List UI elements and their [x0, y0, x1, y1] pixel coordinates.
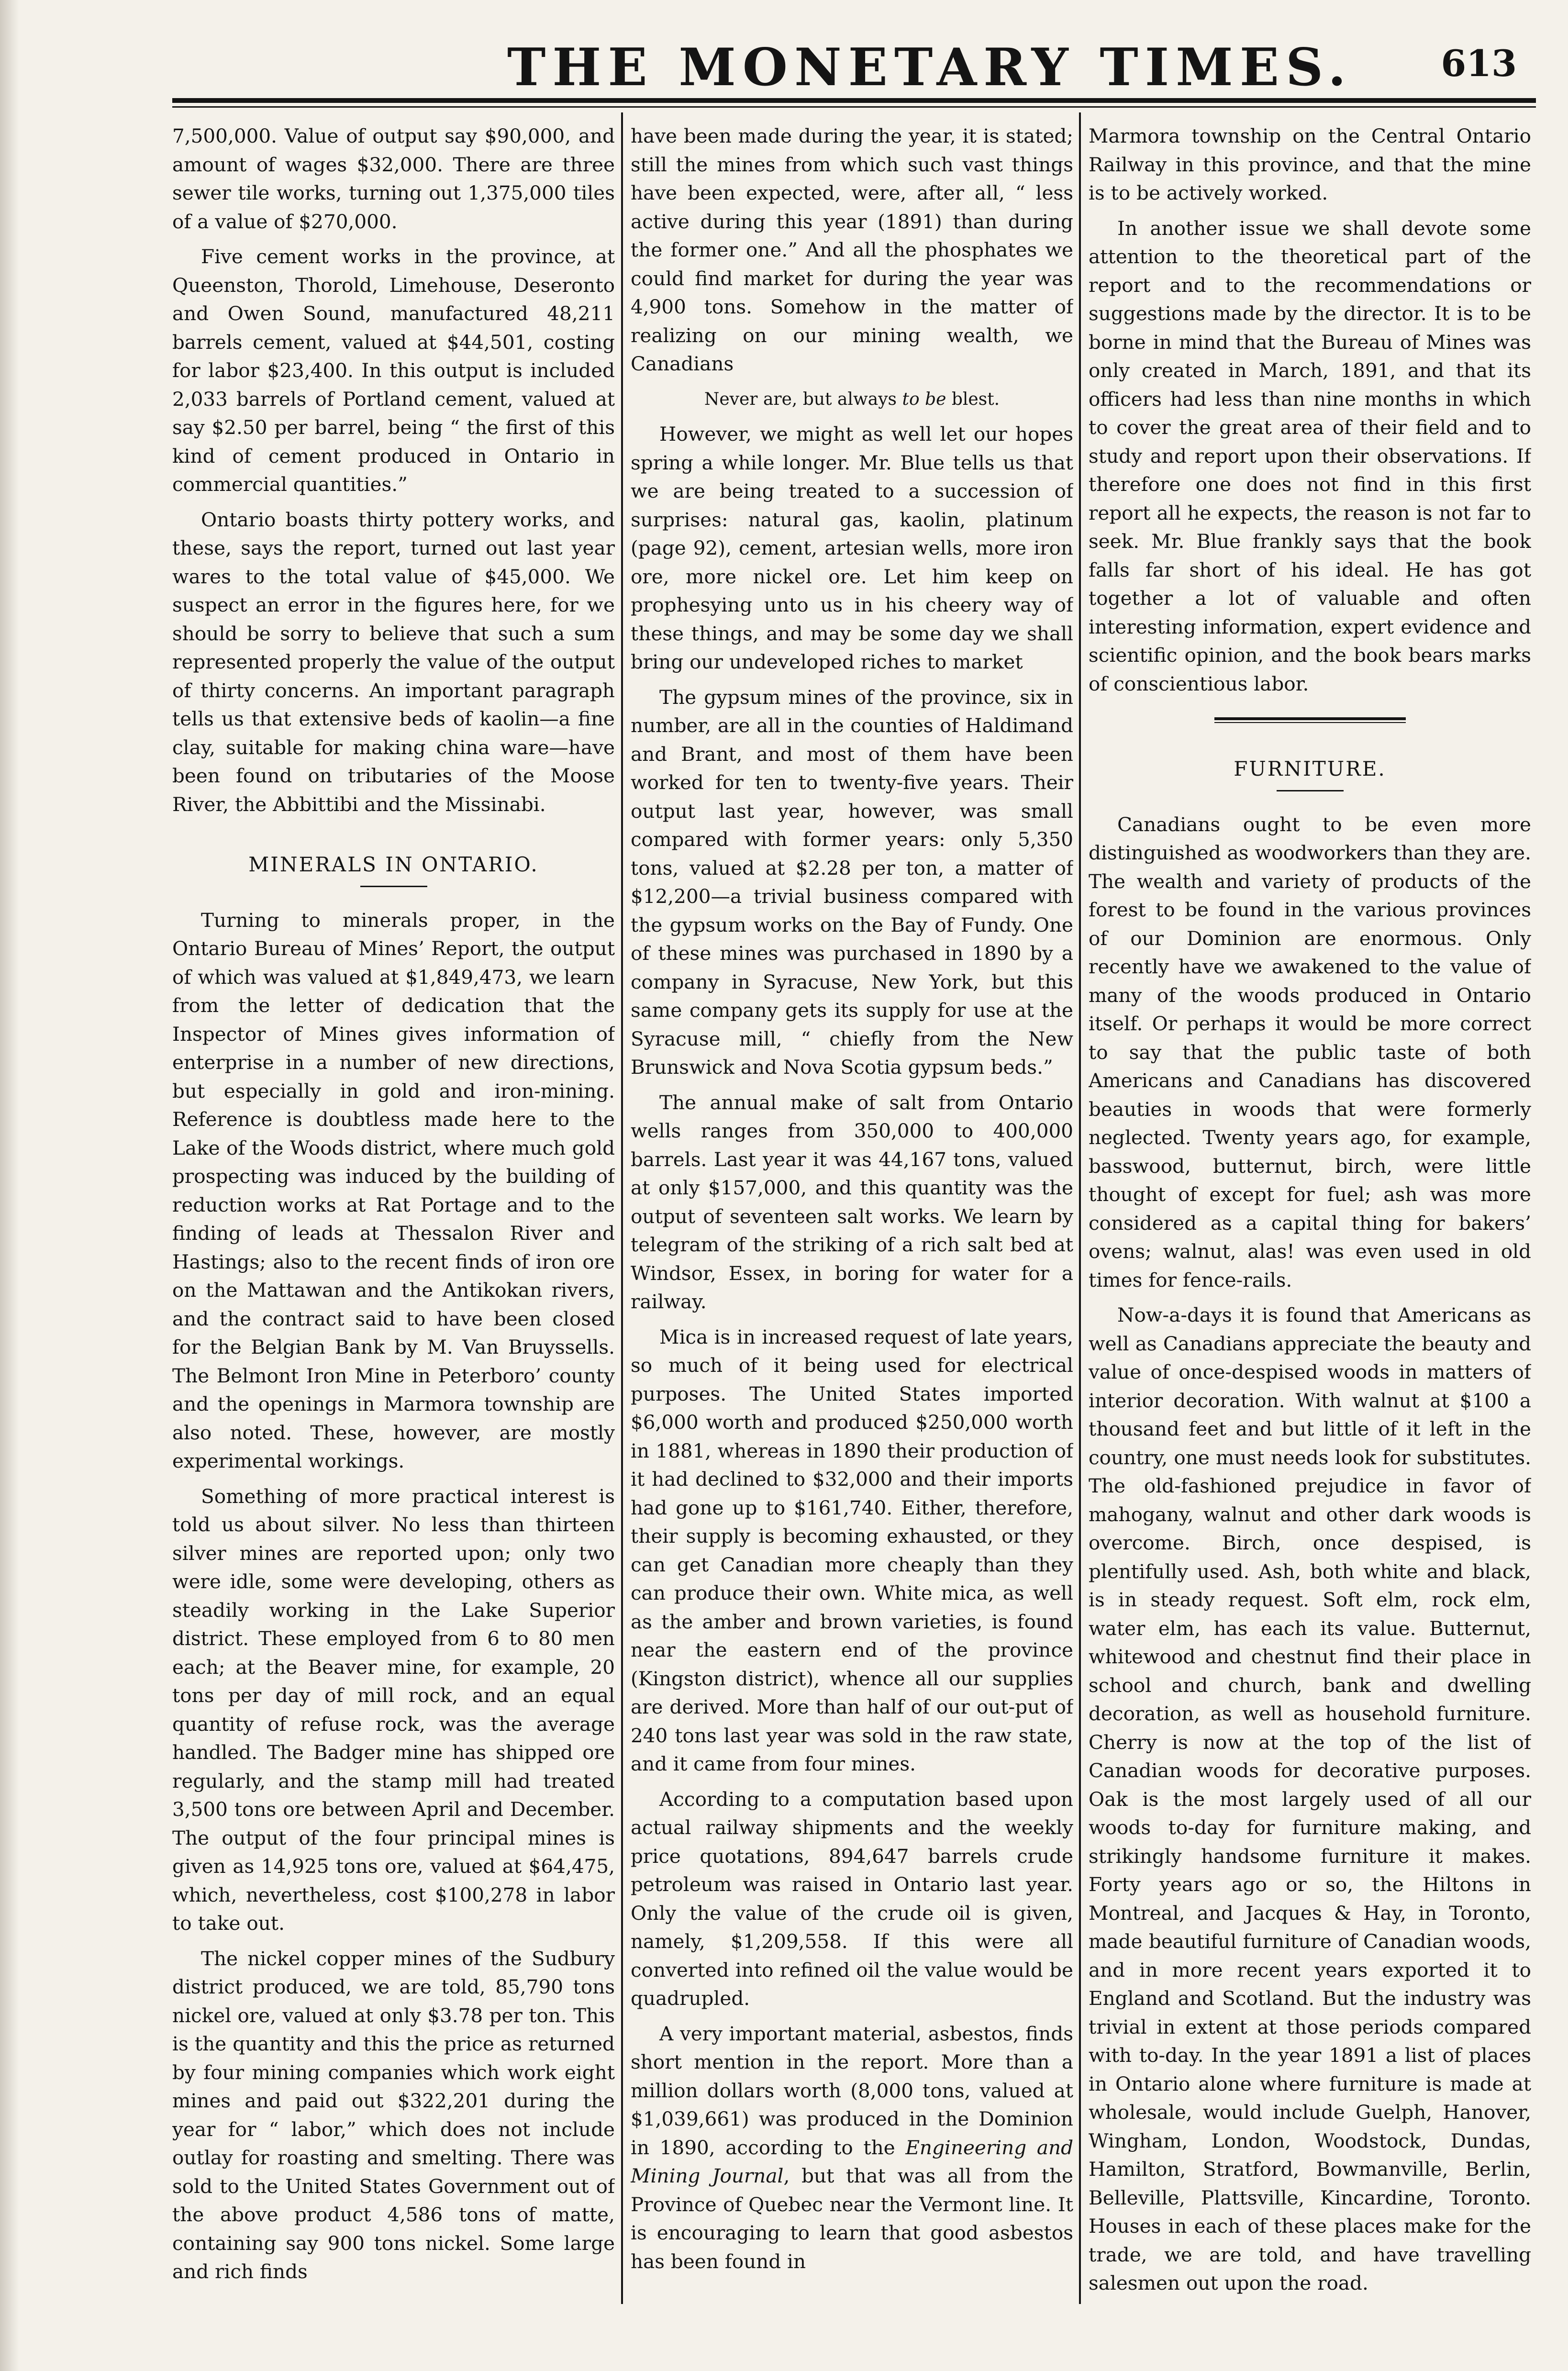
column-1 — [172, 122, 615, 2323]
paragraph: Five cement works in the province, at Queenston, Thorold, Limehouse, Deseronto and Owen Sound, manufactured 48,211 barrels cement, valued at $44,501, costing for labor $23,400. In this output is included 2,033 barrels of Portland cement, valued at say $2.50 per barrel, being “ the first of this kind of cement produced in Ontario in commercial quantities.” — [172, 245, 615, 496]
verse-text: blest. — [946, 389, 1000, 409]
verse-text: Never are, but always — [704, 389, 902, 409]
paragraph: Turning to minerals proper, in the Ontario Bureau of Mines’ Report, the output of which was valued at $1,849,473, we learn from the letter of dedication that the Inspector of Mines gives information of enterprise in a number of new directions, but especially in gold and iron-mining. Reference is doubtless made here to the Lake of the Woods district, where much gold prospecting was induced by the building of reduction works at Rat Portage and to the finding of leads at Thessalon River and Hastings; also to the recent finds of iron ore on the Mattawan and the Antikokan rivers, and the contract said to have been closed for the Belgian Bank by M. Van Bruyssells. The Belmont Iron Mine in Peterboro’ county and the openings in Marmora township are also noted. These, however, are mostly experimental workings. — [172, 908, 615, 1472]
paragraph: Now-a-days it is found that Americans as well as Canadians appreciate the beauty and value of once-despised woods in matters of interior decoration. With walnut at $100 a thousand feet and but little of it left in the country, one must needs look for substitutes. The old-fashioned prejudice in favor of mahogany, walnut and other dark woods is overcome. Birch, once despised, is plentifully used. Ash, both white and black, is in steady request. Soft elm, rock elm, water elm, has each its value. Butternut, whitewood and chestnut find their place in school and church, bank and dwelling decoration, as well as household furniture. Cherry is now at the top of the list of Canadian woods for decorative purposes. Oak is the most largely used of all our woods to-day for furniture making, and strikingly handsome furniture it makes. Forty years ago or so, the Hiltons in Montreal, and Jacques & Hay, in Toronto, made beautiful furniture of Canadian woods, and in more recent years exported it to England and Scotland. But the industry was trivial in extent at those periods compared with to-day. In the year 1891 a list of places in Ontario alone where furniture is made at wholesale, would include Guelph, Hanover, Wingham, London, Woodstock, Dundas, Hamilton, Stratford, Bowmanville, Berlin, Belleville, Plattsville, Kincardine, Toronto. Houses in each of these places make for the trade, we are told, and have travelling salesmen out upon the road. — [1089, 1303, 1531, 2294]
text-run: A very important material, asbestos, finds short mention in the report. More than a million dollars worth (8,000 tons, valued at $1,039,661) was produced in the Dominion in 1890, according to the — [631, 2022, 1073, 2159]
paragraph: Something of more practical interest is told us about silver. No less than thirteen silver mines are reported upon; only two were idle, some were developing, others as steadily working in the Lake Superior district. These employed from 6 to 80 men each; at the Beaver mine, for example, 20 tons per day of mill rock, and an equal quantity of refuse rock, was the average handled. The Badger mine has shipped ore regularly, and the stamp mill had treated 3,500 tons ore between April and December. The output of the four principal mines is given as 14,925 tons ore, valued at $64,475, which, nevertheless, cost $100,278 in labor to take out. — [172, 1484, 615, 1935]
masthead-rule-thin — [172, 106, 1536, 108]
verse-italic: to be — [902, 389, 946, 409]
paragraph: have been made during the year, it is stated; still the mines from which such vast things have been expected, were, after all, “ less active during this year (1891) than during the former one.” And all the phosphates we could find market for during the year was 4,900 tons. Somehow in the matter of realizing on our mining wealth, we Canadians — [631, 124, 1073, 375]
heading-rule — [360, 886, 427, 887]
section-heading-furniture: FURNITURE. — [1234, 757, 1386, 780]
column-2 — [631, 122, 1073, 2323]
paragraph: Marmora township on the Central Ontario Railway in this province, and that the mine is to be actively worked. — [1089, 124, 1531, 204]
paragraph: In another issue we shall devote some attention to the theoretical part of the report and to the recommendations or suggestions made by the director. It is to be borne in mind that the Bureau of Mines was only created in March, 1891, and that its officers had less than nine months in which to cover the great area of their field and to study and report upon their observations. If therefore one does not find in this first report all he expects, the reason is not far to seek. Mr. Blue frankly says that the book falls far short of his ideal. He has got together a lot of valuable and often interesting information, expert evidence and scientific opinion, and the book bears marks of conscientious labor. — [1089, 216, 1531, 695]
paragraph: The gypsum mines of the province, six in number, are all in the counties of Haldimand and Brant, and most of them have been worked for ten to twenty-five years. Their output last year, however, was small compared with former years: only 5,350 tons, valued at $2.28 per ton, a matter of $12,200—a trivial business compared with the gypsum works on the Bay of Fundy. One of these mines was purchased in 1890 by a company in Syracuse, New York, but this same company gets its supply for use at the Syracuse mill, “ chiefly from the New Brunswick and Nova Scotia gypsum beds.” — [631, 685, 1073, 1079]
paragraph: The annual make of salt from Ontario wells ranges from 350,000 to 400,000 barrels. Last year it was 44,167 tons, valued at only $157,000, and this quantity was the output of seventeen salt works. We learn by telegram of the striking of a rich salt bed at Windsor, Essex, in boring for water for a railway. — [631, 1091, 1073, 1313]
journal-title: Engineering and Mining Journal — [631, 2136, 1073, 2187]
text-run: , but that was all from the Province of Quebec near the Vermont line. It is encouraging to learn that good asbestos has been found in — [631, 2164, 1073, 2273]
column-divider-1 — [621, 112, 623, 2304]
verse-quote — [631, 385, 1073, 414]
column-3 — [1089, 122, 1531, 2323]
paragraph — [631, 2020, 1073, 2276]
page-edge-shadow — [0, 0, 19, 2371]
paragraph: 7,500,000. Value of output say $90,000, and amount of wages $32,000. There are three sewer tile works, turning out 1,375,000 tiles of a value of $270,000. — [172, 124, 615, 233]
paragraph: Ontario boasts thirty pottery works, and these, says the report, turned out last year wares to the total value of $45,000. We suspect an error in the figures here, for we should be sorry to believe that such a sum represented properly the value of the output of thirty concerns. An important paragraph tells us that extensive beds of kaolin—a fine clay, suitable for making china ware—have been found on tributaries of the Moose River, the Abbittibi and the Missinabi. — [172, 508, 615, 816]
heading-rule — [1277, 790, 1344, 791]
section-separator — [1214, 717, 1406, 723]
section-heading-minerals: MINERALS IN ONTARIO. — [248, 853, 539, 876]
paragraph: The nickel copper mines of the Sudbury district produced, we are told, 85,790 tons nickel ore, valued at only $3.78 per ton. This is the quantity and this the price as returned by four mining companies which work eight mines and paid out $322,201 during the year for “ labor,” which does not include outlay for roasting and smelting. There was sold to the United States Government out of the above product 4,586 tons of matte, containing say 900 tons nickel. Some large and rich finds — [172, 1947, 615, 2283]
paragraph: Mica is in increased request of late years, so much of it being used for electrical purposes. The United States imported $6,000 worth and produced $250,000 worth in 1881, whereas in 1890 their production of it had declined to $32,000 and their imports had gone up to $161,740. Either, therefore, their supply is becoming exhausted, or they can get Canadian more cheaply than they can produce their own. White mica, as well as the amber and brown varieties, is found near the eastern end of the province (Kingston district), whence all our supplies are derived. More than half of our out-put of 240 tons last year was sold in the raw state, and it came from four mines. — [631, 1325, 1073, 1775]
masthead — [172, 37, 1536, 104]
masthead-rule-thick — [172, 98, 1536, 103]
paragraph: However, we might as well let our hopes spring a while longer. Mr. Blue tells us that we are being treated to a succession of surprises: natural gas, kaolin, platinum (page 92), cement, artesian wells, more iron ore, more nickel ore. Let him keep on prophesying unto us in his cheery way of these things, and may be some day we shall bring our undeveloped riches to market — [631, 423, 1073, 673]
newspaper-title: THE MONETARY TIMES. — [507, 37, 1353, 98]
paragraph: Canadians ought to be even more distinguished as woodworkers than they are. The wealth and variety of products of the forest to be found in the various provinces of our Dominion are enormous. Only recently have we awakened to the value of many of the woods produced in Ontario itself. Or perhaps it would be more correct to say that the public taste of both Americans and Canadians has discovered beauties in woods that were formerly neglected. Twenty years ago, for example, basswood, butternut, birch, were little thought of except for fuel; ash was more considered as a capital thing for bakers’ ovens; walnut, alas! was even used in old times for fence-rails. — [1089, 813, 1531, 1291]
page-number: 613 — [1441, 42, 1517, 85]
paragraph: According to a computation based upon actual railway shipments and the weekly price quotations, 894,647 barrels crude petroleum was raised in Ontario last year. Only the value of the crude oil is given, namely, $1,209,558. If this were all converted into refined oil the value would be quadrupled. — [631, 1787, 1073, 2010]
column-divider-2 — [1079, 112, 1081, 2304]
